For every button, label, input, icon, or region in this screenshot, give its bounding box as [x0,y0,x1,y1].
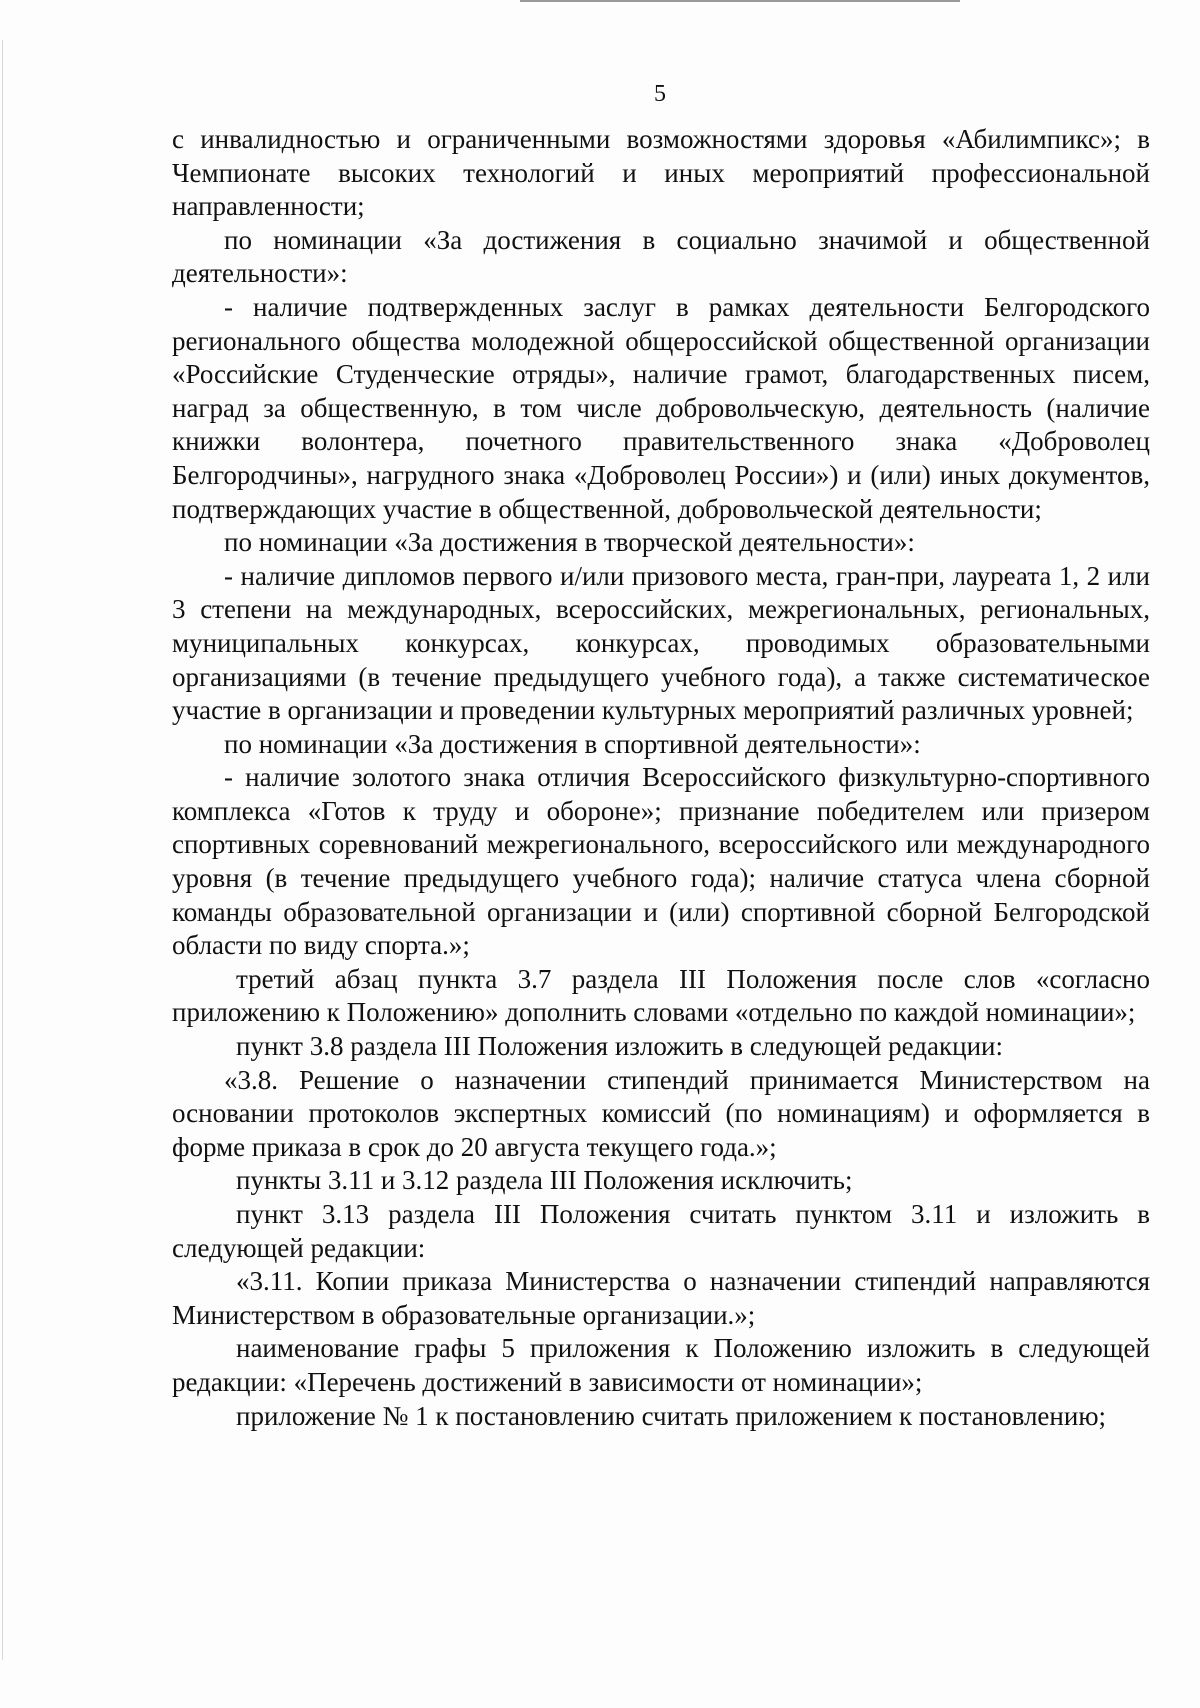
paragraph-amend-appendix-1: приложение № 1 к постановлению считать приложением к постановлению; [236,1400,1106,1431]
paragraph-social-criteria: - наличие подтвержденных заслуг в рамках деятельности Белгородского регионального общества молодежной общероссийской общественной организации «Российские Студенческие отряды», наличие грамот, благодарственных писем, наград за общественную, в том числе добровольческую, деятельность (наличие книжки волонтера, почетного правительственного знака «Доброволец Белгородчины», нагрудного знака «Доброволец России») и (или) иных документов, подтверждающих участие в общественной, добровольческой деятельности; [172,291,1150,524]
paragraph-nomination-social: по номинации «За достижения в социально значимой и общественной деятельности»: [172,224,1150,289]
paragraph-sport-criteria: - наличие золотого знака отличия Всероссийского физкультурно-спортивного комплекса «Готов к труду и обороне»; признание победителем или призером спортивных соревнований межрегионального, всероссийского или международного уровня (в течение предыдущего учебного года); наличие статуса члена сборной команды образовательной организации и (или) спортивной сборной Белгородской области по виду спорта.»; [172,762,1150,961]
paragraph-creative-criteria: - наличие дипломов первого и/или призового места, гран-при, лауреата 1, 2 или 3 степени на международных, всероссийских, межрегиональных, региональных, муниципальных конкурсах, конкурсах, проводимых образовательными организациями (в течение предыдущего учебного года), а также систематическое участие в организации и проведении культурных мероприятий различных уровней; [172,560,1150,726]
paragraph-nomination-sport: по номинации «За достижения в спортивной деятельности»: [224,728,921,759]
paragraph-amend-3-8: пункт 3.8 раздела III Положения изложить в следующей редакции: [236,1031,1003,1062]
paragraph-amend-3-13: пункт 3.13 раздела III Положения считать пунктом 3.11 и изложить в следующей редакции: [172,1199,1150,1263]
document-body [172,123,1150,1433]
paragraph-nomination-creative: по номинации «За достижения в творческой деятельности»: [224,527,915,558]
page-number: 5 [654,81,666,107]
paragraph-exclude-3-11-3-12: пункты 3.11 и 3.12 раздела III Положения исключить; [236,1165,853,1196]
paragraph-continuation: с инвалидностью и ограниченными возможностями здоровья «Абилимпикс»; в Чемпионате высоких технологий и иных мероприятий профессиональной направленности; [172,124,1150,222]
paragraph-amend-3-7: третий абзац пункта 3.7 раздела III Положения после слов «согласно приложению к Положению» дополнить словами «отдельно по каждой номинации»; [172,963,1150,1028]
scan-edge-left [2,40,3,1660]
paragraph-text-3-8: «3.8. Решение о назначении стипендий принимается Министерством на основании протоколов экспертных комиссий (по номинациям) и оформляется в форме приказа в срок до 20 августа текущего года.»; [172,1064,1150,1162]
paragraph-amend-column-5: наименование графы 5 приложения к Положению изложить в следующей редакции: «Перечень достижений в зависимости от номинации»; [172,1333,1150,1397]
scan-edge-top [520,0,960,2]
paragraph-text-3-11: «3.11. Копии приказа Министерства о назначении стипендий направляются Министерством в образовательные организации.»; [172,1266,1150,1330]
